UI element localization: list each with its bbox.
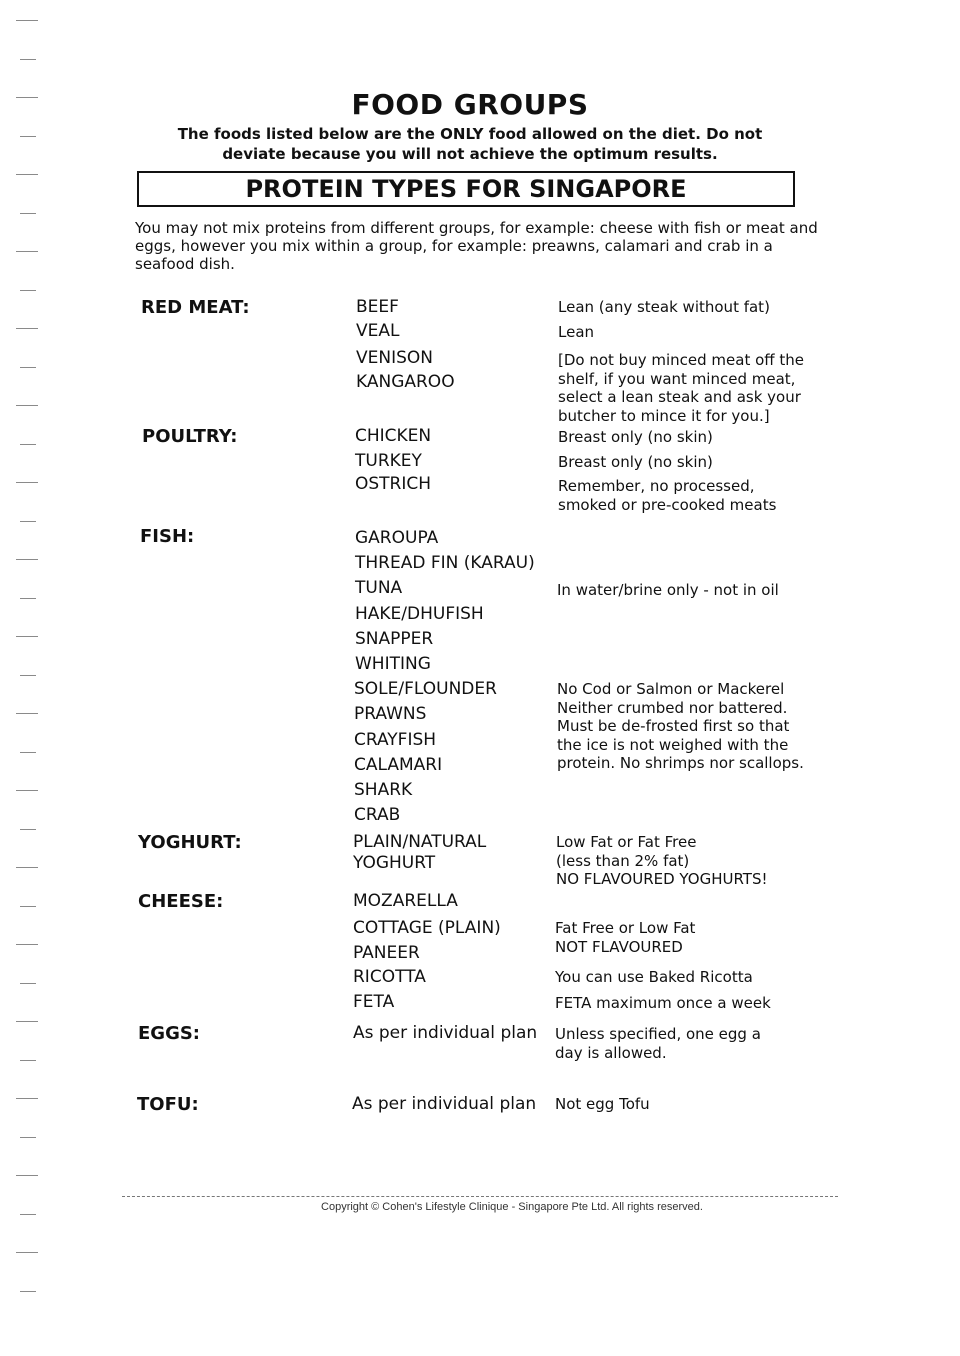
- binding-edge: [16, 20, 42, 1329]
- food-item: FETA: [353, 992, 395, 1012]
- food-note: FETA maximum once a week: [555, 994, 771, 1012]
- food-note: [Do not buy minced meat off the shelf, if you want minced meat, select a lean steak and ask your butcher to mince it for you.]: [558, 351, 804, 425]
- food-item: CRAYFISH: [354, 730, 437, 750]
- section-banner: PROTEIN TYPES FOR SINGAPORE: [137, 171, 795, 207]
- page-title: FOOD GROUPS: [351, 88, 589, 121]
- food-item: CHICKEN: [355, 426, 432, 446]
- food-item: SOLE/FLOUNDER: [354, 679, 497, 699]
- food-note: Lean (any steak without fat): [558, 298, 770, 316]
- food-item: HAKE/DHUFISH: [355, 604, 484, 624]
- group-label-eggs: EGGS:: [138, 1023, 201, 1044]
- food-item: COTTAGE (PLAIN): [353, 918, 501, 938]
- food-item: CRAB: [354, 805, 401, 825]
- food-note: Fat Free or Low Fat NOT FLAVOURED: [555, 919, 696, 956]
- food-item: PANEER: [353, 943, 420, 963]
- food-item: BEEF: [356, 297, 399, 317]
- group-label-poultry: POULTRY:: [142, 426, 238, 447]
- group-label-yoghurt: YOGHURT:: [138, 832, 242, 853]
- food-note: Breast only (no skin): [558, 428, 713, 446]
- group-label-fish: FISH:: [140, 526, 195, 547]
- food-item: As per individual plan: [352, 1094, 537, 1114]
- food-note: Not egg Tofu: [555, 1095, 650, 1113]
- food-item: SNAPPER: [355, 629, 434, 649]
- food-note: Low Fat or Fat Free (less than 2% fat) NO FLAVOURED YOGHURTS!: [556, 833, 768, 888]
- food-item: WHITING: [355, 654, 431, 674]
- food-item: CALAMARI: [354, 755, 443, 775]
- food-note: No Cod or Salmon or Mackerel Neither crumbed nor battered. Must be de-frosted first so that the ice is not weighed with the protein. No shrimps nor scallops.: [557, 680, 804, 772]
- food-item: MOZARELLA: [353, 891, 458, 911]
- food-note: In water/brine only - not in oil: [557, 581, 779, 599]
- food-item: KANGAROO: [356, 372, 455, 392]
- food-item: PLAIN/NATURAL YOGHURT: [353, 832, 487, 873]
- food-note: You can use Baked Ricotta: [555, 968, 753, 986]
- group-label-cheese: CHEESE:: [138, 891, 224, 912]
- food-item: VENISON: [356, 348, 433, 368]
- food-item: As per individual plan: [353, 1023, 538, 1043]
- food-note: Remember, no processed, smoked or pre-cooked meats: [558, 477, 777, 514]
- footer-divider: [122, 1196, 838, 1197]
- food-item: SHARK: [354, 780, 413, 800]
- copyright-notice: Copyright © Cohen's Lifestyle Clinique - Singapore Pte Ltd. All rights reserved.: [321, 1201, 703, 1213]
- food-item: OSTRICH: [355, 474, 432, 494]
- group-label-red-meat: RED MEAT:: [141, 297, 250, 318]
- food-item: PRAWNS: [354, 704, 427, 724]
- page-subtitle: The foods listed below are the ONLY food allowed on the diet. Do not deviate because you will not achieve the optimum results.: [177, 125, 763, 163]
- food-item: GAROUPA: [355, 528, 439, 548]
- food-note: Breast only (no skin): [558, 453, 713, 471]
- food-item: TUNA: [355, 578, 403, 598]
- food-note: Unless specified, one egg a day is allowed.: [555, 1025, 761, 1062]
- food-item: TURKEY: [355, 451, 422, 471]
- food-item: THREAD FIN (KARAU): [355, 553, 535, 573]
- intro-paragraph: You may not mix proteins from different groups, for example: cheese with fish or meat and eggs, however you mix within a group, for example: preawns, calamari and crab in a seafood dish.: [135, 219, 818, 273]
- group-label-tofu: TOFU:: [137, 1094, 199, 1115]
- food-item: VEAL: [356, 321, 400, 341]
- food-item: RICOTTA: [353, 967, 426, 987]
- food-note: Lean: [558, 323, 595, 341]
